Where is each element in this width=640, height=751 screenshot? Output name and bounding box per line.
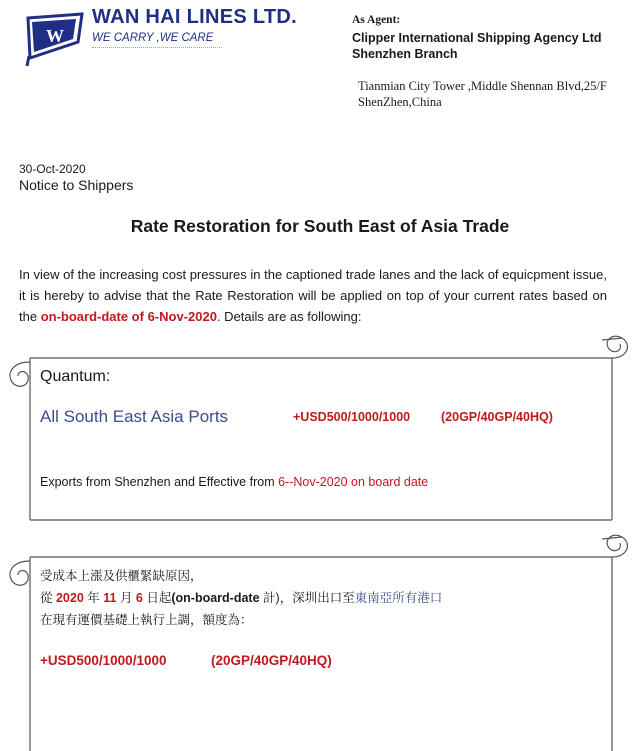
quantum-heading: Quantum: bbox=[40, 368, 111, 385]
rate-increase: +USD500/1000/1000 bbox=[293, 410, 411, 424]
intro-text-part1: In view of the increasing cost pressures in the captioned trade lanes and the lack of equicpment issue, it is hereby to advise that the Rate Restoration will be applied on top of your current rates based on the bbox=[19, 267, 607, 324]
cn-container-types: (20GP/40GP/40HQ) bbox=[211, 653, 332, 668]
cn-on-board-date: (on-board-date bbox=[171, 591, 260, 605]
agent-address: Tianmian City Tower ,Middle Shennan Blvd,25/F ShenZhen,China bbox=[358, 79, 607, 109]
agent-name: Clipper International Shipping Agency Ltd Shenzhen Branch bbox=[352, 31, 602, 61]
notice-heading: Notice to Shippers bbox=[19, 177, 134, 193]
cn-year: 2020 bbox=[55, 591, 84, 605]
notice-date: 30-Oct-2020 bbox=[19, 162, 86, 176]
cn-day-char: 日起 bbox=[142, 591, 172, 605]
cn-year-char: 年 bbox=[83, 591, 104, 605]
agent-label: As Agent: bbox=[352, 14, 401, 26]
document-title: Rate Restoration for South East of Asia Trade bbox=[130, 216, 510, 236]
export-prefix: Exports from Shenzhen and Effective from bbox=[40, 475, 279, 489]
chinese-line-2 bbox=[40, 588, 442, 606]
cn-shenzhen-export: ，深圳出口至 bbox=[279, 591, 355, 605]
cn-rate-increase: +USD500/1000/1000 bbox=[40, 653, 167, 668]
intro-text-part2: . Details are as following: bbox=[216, 309, 362, 324]
chinese-line-3: 在現有運價基礎上執行上調，額度為： bbox=[40, 613, 253, 627]
cn-from: 從 bbox=[40, 591, 56, 605]
company-name: WAN HAI LINES LTD. bbox=[92, 6, 298, 28]
english-scroll-frame bbox=[10, 336, 627, 520]
company-slogan: WE CARRY ,WE CARE bbox=[92, 32, 214, 44]
cn-month-char: 月 bbox=[116, 591, 136, 605]
cn-count: 計) bbox=[259, 591, 280, 605]
chinese-line-1: 受成本上漲及供櫃緊缺原因， bbox=[40, 569, 203, 583]
cn-month: 11 bbox=[103, 591, 117, 605]
on-board-date-highlight: on-board-date of 6-Nov-2020 bbox=[40, 309, 217, 324]
export-effective-line bbox=[40, 475, 428, 489]
ports-label: All South East Asia Ports bbox=[40, 407, 229, 426]
logo-letter: W bbox=[46, 26, 64, 46]
cn-day: 6 bbox=[135, 591, 143, 605]
cn-sea-ports: 東南亞所有港口 bbox=[354, 591, 443, 605]
effective-date: 6--Nov-2020 on board date bbox=[278, 475, 429, 489]
container-types: (20GP/40GP/40HQ) bbox=[441, 410, 553, 424]
